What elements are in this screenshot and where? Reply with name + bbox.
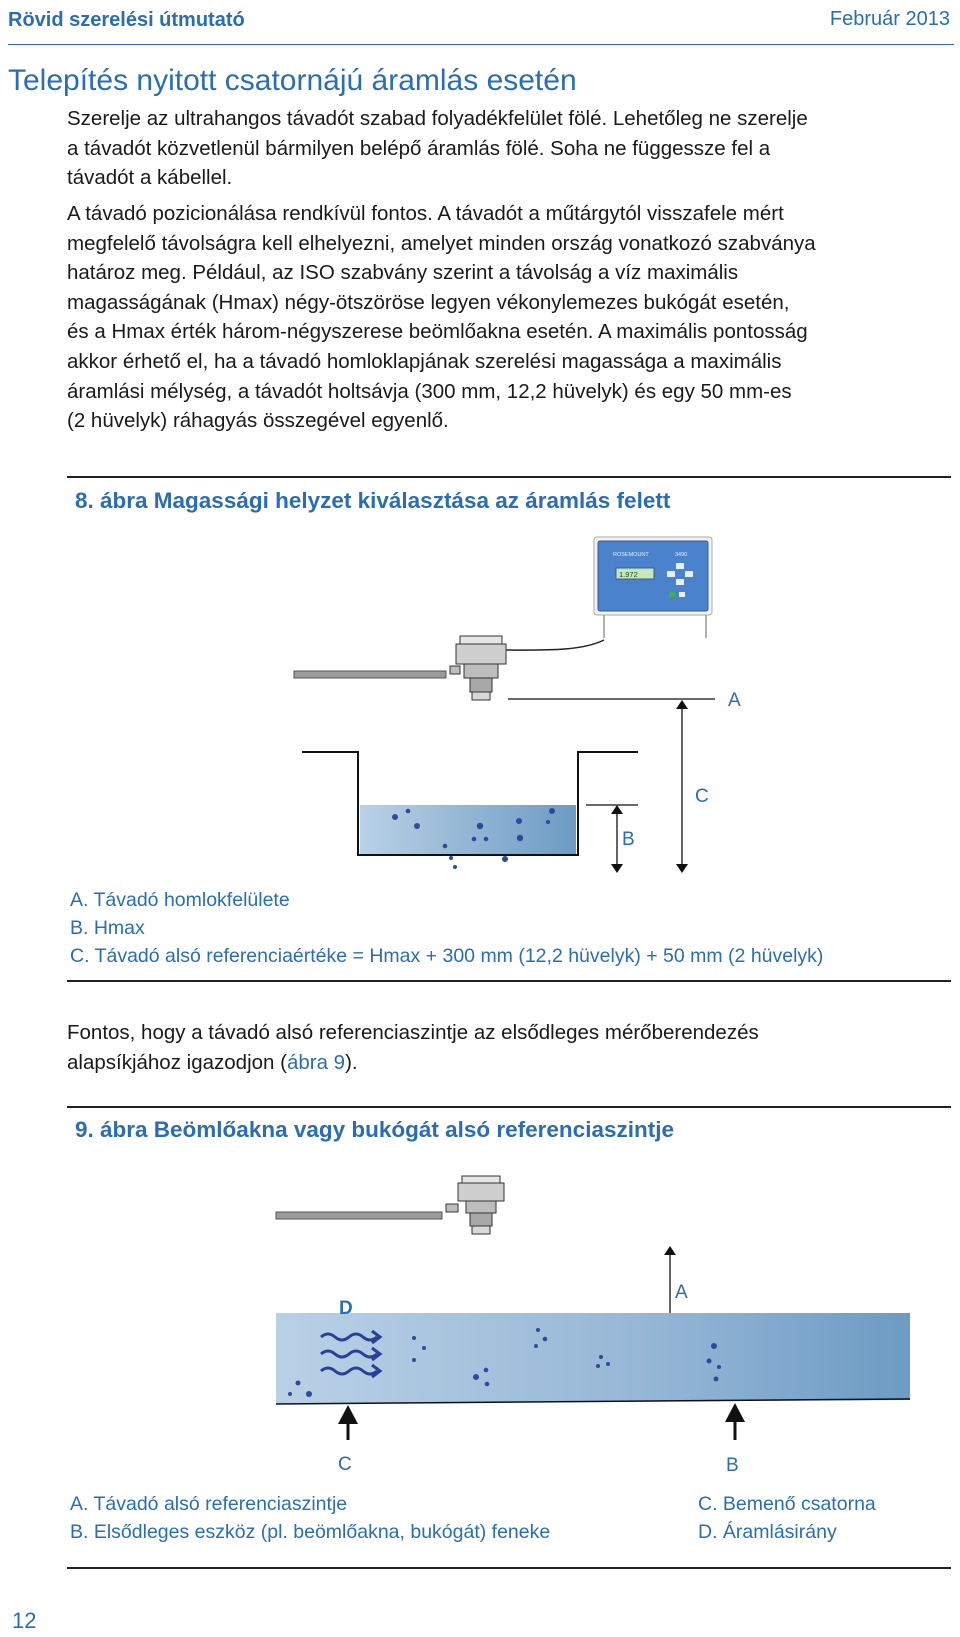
figure-9-diagram [0, 1160, 960, 1490]
text-line: Fontos, hogy a távadó alsó referenciaszintje az elsődleges mérőberendezés [67, 1021, 759, 1044]
legend-item: B. Hmax [70, 917, 145, 939]
intro-paragraph-2 [67, 199, 947, 436]
page-number: 12 [12, 1608, 37, 1633]
section-title: Telepítés nyitott csatornájú áramlás esetén [8, 64, 577, 97]
text-line: áramlási mélység, a távadót holtsávja (300 mm, 12,2 hüvelyk) és egy 50 mm-es [67, 379, 792, 403]
label-b: B [622, 829, 635, 850]
text-fragment: ). [345, 1050, 358, 1074]
label-c: C [338, 1454, 352, 1475]
text-line: távadót a kábellel. [67, 166, 233, 190]
intro-paragraph-1 [67, 104, 947, 193]
label-d: D [339, 1298, 353, 1319]
figure-9-link[interactable]: ábra 9 [286, 1050, 346, 1074]
mounting-bracket [276, 1212, 442, 1219]
sensor-cable [498, 640, 604, 650]
text-fragment: alapsíkjához igazodjon ( [67, 1050, 287, 1074]
device-display-value: 1.972 [619, 570, 638, 579]
legend-item: B. Elsődleges eszköz (pl. beömlőakna, bukógát) feneke [70, 1521, 551, 1543]
text-line: a távadót közvetlenül bármilyen belépő áramlás fölé. Soha ne függessze fel a [67, 136, 771, 160]
ultrasonic-sensor [446, 1176, 504, 1234]
middle-paragraph [67, 1018, 947, 1077]
device-model: 3490 [675, 552, 688, 558]
figure-8-bottom-rule [67, 980, 951, 982]
text-line: megfelelő távolságra kell elhelyezni, amelyet minden ország vonatkozó szabványa [67, 231, 816, 255]
header-date: Február 2013 [829, 8, 950, 30]
text-line: és a Hmax érték három-négyszerese beömlőakna esetén. A maximális pontosság [67, 320, 808, 344]
text-line: magasságának (Hmax) négy-ötszöröse legyen vékonylemezes bukógát esetén, [67, 290, 790, 314]
legend-item: A. Távadó homlokfelülete [70, 889, 290, 911]
water-body [276, 1313, 910, 1404]
label-a: A [675, 1282, 688, 1303]
label-c: C [695, 786, 709, 807]
figure-8-title: 8. ábra Magassági helyzet kiválasztása az áramlás felett [75, 488, 671, 513]
header-title: Rövid szerelési útmutató [8, 9, 245, 31]
figure-9-title: 9. ábra Beömlőakna vagy bukógát alsó referenciaszintje [75, 1117, 674, 1142]
figure-8-legend [70, 886, 823, 970]
text-line [67, 1048, 947, 1078]
label-a: A [728, 690, 741, 711]
text-line: határoz meg. Például, az ISO szabvány szerint a távolság a víz maximális [67, 261, 739, 285]
water-body [360, 805, 576, 854]
legend-item: A. Távadó alsó referenciaszintje [70, 1493, 348, 1515]
controller-unit [594, 537, 712, 638]
header-rule [8, 44, 954, 45]
figure-8-top-rule [67, 476, 951, 478]
text-line: A távadó pozicionálása rendkívül fontos. A távadót a műtárgytól visszafele mért [67, 202, 784, 225]
figure-9-legend-right [698, 1490, 876, 1546]
figure-9-bottom-rule [67, 1567, 951, 1569]
text-line: Szerelje az ultrahangos távadót szabad folyadékfelület fölé. Lehetőleg ne szerelje [67, 107, 808, 130]
text-line: akkor érhető el, ha a távadó homloklapjának szerelési magassága a maximális [67, 349, 782, 373]
legend-item: C. Bemenő csatorna [698, 1493, 876, 1515]
legend-item: C. Távadó alsó referenciaértéke = Hmax + 300 mm (12,2 hüvelyk) + 50 mm (2 hüvelyk) [70, 945, 824, 967]
mounting-bracket [294, 671, 446, 678]
legend-item: D. Áramlásirány [698, 1521, 837, 1543]
figure-8-diagram [0, 520, 960, 890]
figure-9-legend-left [70, 1490, 550, 1546]
label-b: B [726, 1455, 739, 1476]
figure-9-top-rule [67, 1106, 951, 1108]
ultrasonic-sensor [450, 636, 506, 700]
device-brand: ROSEMOUNT [613, 552, 649, 558]
text-line: (2 hüvelyk) ráhagyás összegével egyenlő. [67, 409, 449, 433]
